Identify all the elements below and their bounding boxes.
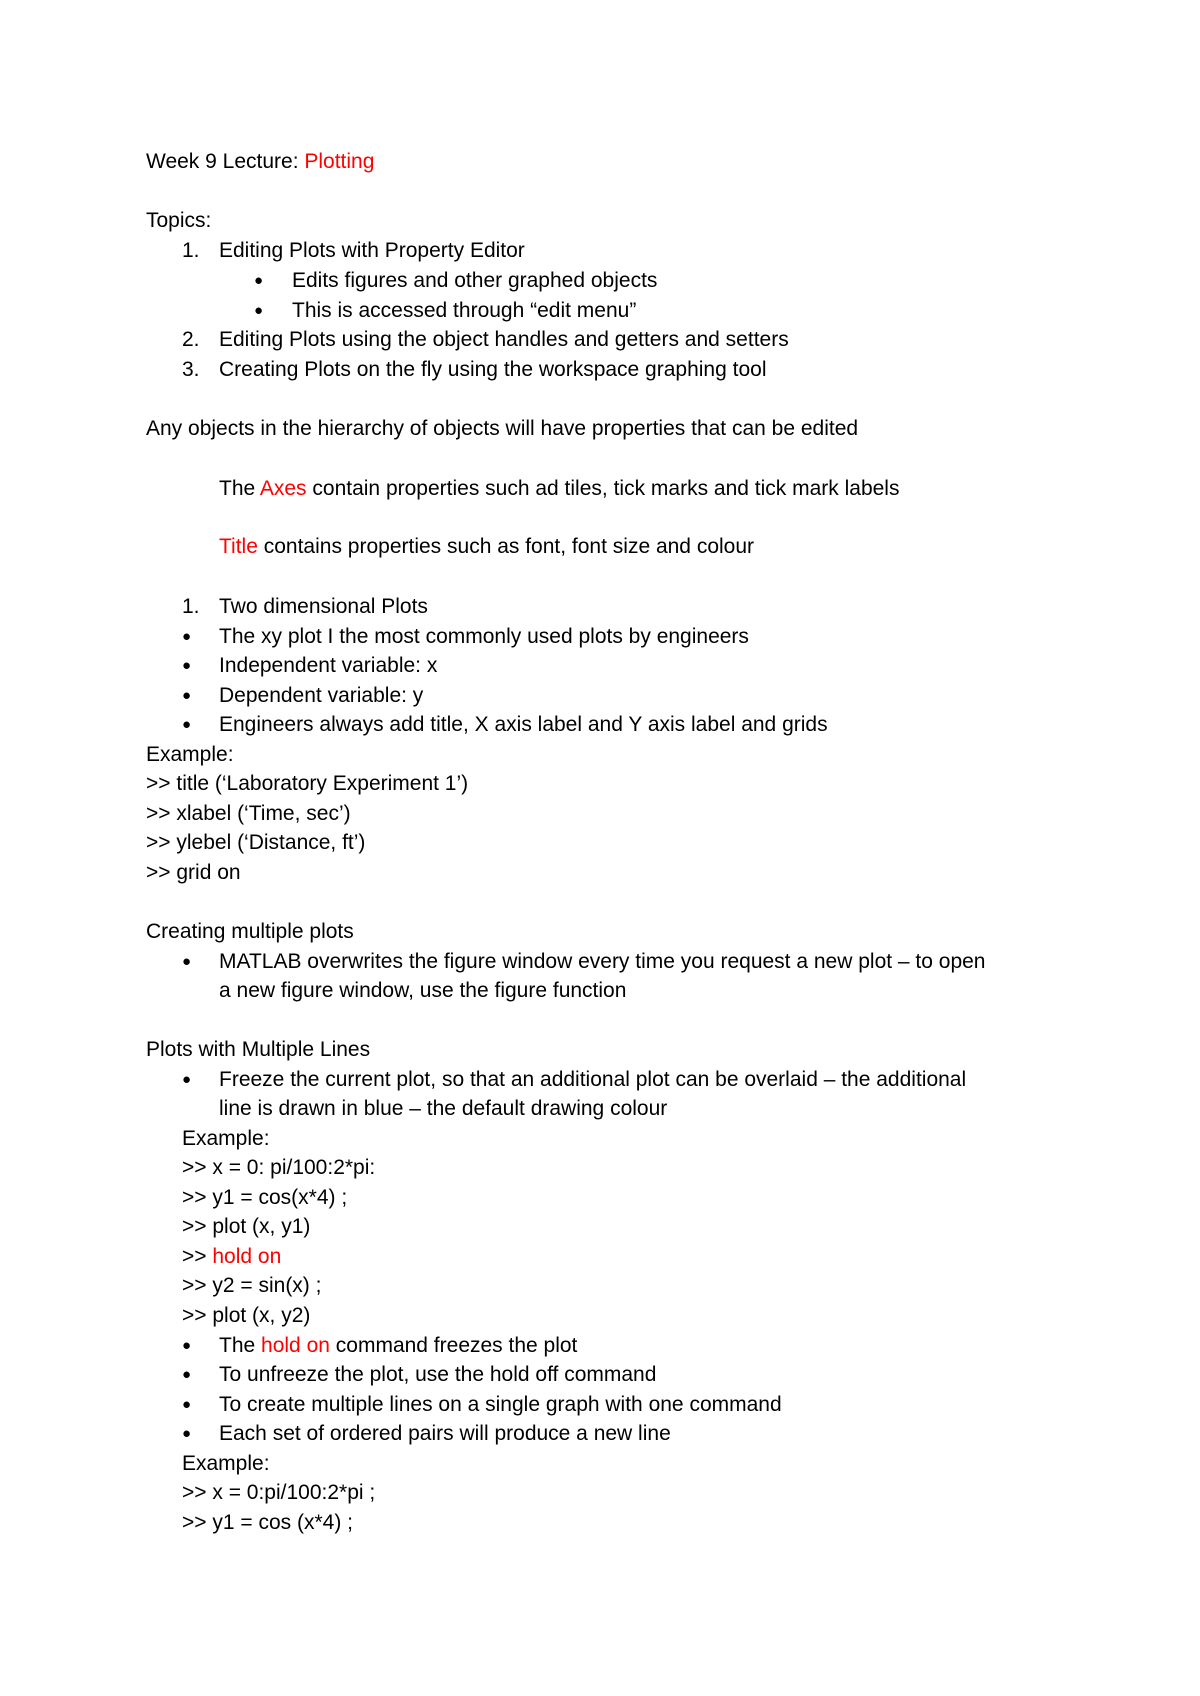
axes-description: The Axes contain properties such ad tiles, tick marks and tick mark labels: [219, 477, 900, 500]
bullet-icon: ●: [182, 628, 192, 645]
hierarchy-intro: Any objects in the hierarchy of objects will have properties that can be edited: [146, 417, 859, 440]
title-topic: Plotting: [304, 150, 375, 173]
list-item: The hold on command freezes the plot: [219, 1334, 578, 1357]
code-line: >> ylebel (‘Distance, ft’): [146, 831, 366, 854]
code-line: >> x = 0: pi/100:2*pi:: [182, 1156, 376, 1179]
bullet-icon: ●: [182, 1425, 192, 1442]
list-item: This is accessed through “edit menu”: [292, 299, 637, 322]
list-item-continuation: a new figure window, use the figure function: [219, 979, 627, 1002]
bullet-icon: ●: [182, 716, 192, 733]
bullet-icon: ●: [182, 953, 192, 970]
bullet-icon: ●: [182, 687, 192, 704]
list-item: Edits figures and other graphed objects: [292, 269, 658, 292]
section-heading: Creating multiple plots: [146, 920, 354, 943]
code-line: >> y2 = sin(x) ;: [182, 1274, 322, 1297]
hold-on-keyword: hold on: [261, 1334, 330, 1357]
section-heading: Plots with Multiple Lines: [146, 1038, 371, 1061]
list-item: Independent variable: x: [219, 654, 438, 677]
list-item: MATLAB overwrites the figure window every time you request a new plot – to open: [219, 950, 986, 973]
code-line: >> title (‘Laboratory Experiment 1’): [146, 772, 469, 795]
code-line: >> plot (x, y2): [182, 1304, 311, 1327]
bullet-icon: ●: [182, 1366, 192, 1383]
topics-heading: Topics:: [146, 209, 212, 232]
list-number: 1.: [182, 239, 200, 262]
code-line: >> plot (x, y1): [182, 1215, 311, 1238]
list-item: Freeze the current plot, so that an additional plot can be overlaid – the additional: [219, 1068, 967, 1091]
code-line: >> y1 = cos(x*4) ;: [182, 1186, 348, 1209]
hold-on-keyword: hold on: [212, 1245, 282, 1268]
page-title: Week 9 Lecture: Plotting: [146, 150, 375, 173]
list-number: 3.: [182, 358, 200, 381]
axes-keyword: Axes: [259, 477, 307, 500]
list-number: 2.: [182, 328, 200, 351]
list-item: The xy plot I the most commonly used plots by engineers: [219, 625, 749, 648]
example-label: Example:: [182, 1127, 270, 1150]
list-item: Dependent variable: y: [219, 684, 424, 707]
list-item: Editing Plots using the object handles and getters and setters: [219, 328, 789, 351]
bullet-icon: ●: [254, 302, 264, 319]
code-line: >> x = 0:pi/100:2*pi ;: [182, 1481, 376, 1504]
bullet-icon: ●: [182, 1337, 192, 1354]
bullet-icon: ●: [182, 657, 192, 674]
list-item: Engineers always add title, X axis label and Y axis label and grids: [219, 713, 828, 736]
section-heading: Two dimensional Plots: [219, 595, 428, 618]
title-description: Title contains properties such as font, font size and colour: [219, 535, 755, 558]
list-item-continuation: line is drawn in blue – the default drawing colour: [219, 1097, 668, 1120]
bullet-icon: ●: [182, 1396, 192, 1413]
code-line: >> grid on: [146, 861, 241, 884]
bullet-icon: ●: [254, 272, 264, 289]
list-number: 1.: [182, 595, 200, 618]
example-label: Example:: [146, 743, 234, 766]
code-line: >> xlabel (‘Time, sec’): [146, 802, 351, 825]
list-item: To create multiple lines on a single graph with one command: [219, 1393, 782, 1416]
bullet-icon: ●: [182, 1071, 192, 1088]
code-line: >> y1 = cos (x*4) ;: [182, 1511, 353, 1534]
example-label: Example:: [182, 1452, 270, 1475]
title-keyword: Title: [219, 535, 258, 558]
code-line: >> hold on: [182, 1245, 282, 1268]
list-item: Each set of ordered pairs will produce a new line: [219, 1422, 671, 1445]
list-item: Creating Plots on the fly using the workspace graphing tool: [219, 358, 767, 381]
list-item: Editing Plots with Property Editor: [219, 239, 525, 262]
list-item: To unfreeze the plot, use the hold off command: [219, 1363, 657, 1386]
